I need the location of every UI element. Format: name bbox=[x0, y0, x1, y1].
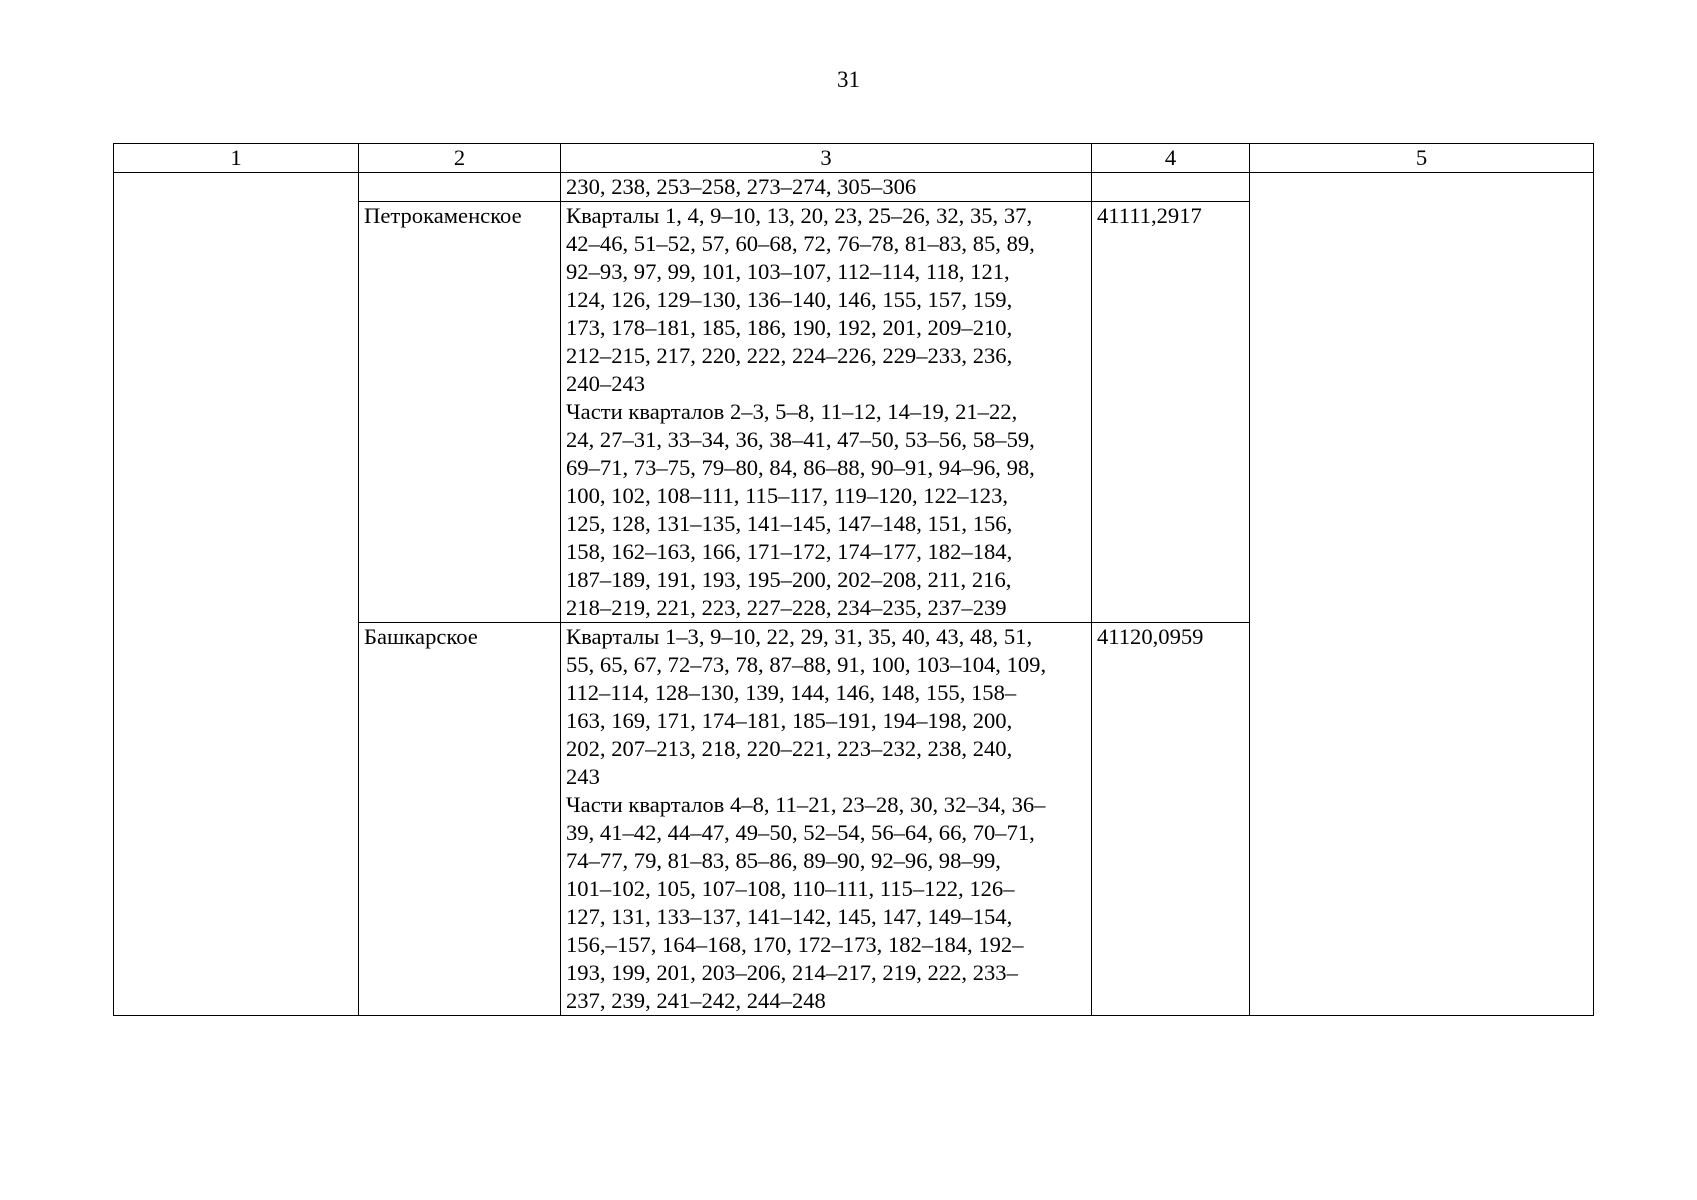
parts-line: 156,–157, 164–168, 170, 172–173, 182–184, 192– bbox=[566, 932, 1024, 957]
quarters-line: 173, 178–181, 185, 186, 190, 192, 201, 209–210, bbox=[566, 315, 1013, 340]
parts-line: 24, 27–31, 33–34, 36, 38–41, 47–50, 53–56, 58–59, bbox=[566, 427, 1035, 452]
parts-line: 237, 239, 241–242, 244–248 bbox=[566, 988, 826, 1013]
quarters-line: Кварталы 1, 4, 9–10, 13, 20, 23, 25–26, 32, 35, 37, bbox=[566, 203, 1033, 228]
parts-line: Части кварталов 2–3, 5–8, 11–12, 14–19, 21–22, bbox=[566, 399, 1018, 424]
header-cell-5: 5 bbox=[1250, 144, 1594, 173]
table-row bbox=[114, 173, 1594, 202]
parts-line: 125, 128, 131–135, 141–145, 147–148, 151, 156, bbox=[566, 511, 1013, 536]
parts-line: 127, 131, 133–137, 141–142, 145, 147, 149–154, bbox=[566, 904, 1013, 929]
parts-line: 193, 199, 201, 203–206, 214–217, 219, 222, 233– bbox=[566, 960, 1018, 985]
area-cell: 41120,0959 bbox=[1092, 623, 1250, 1016]
header-cell-3: 3 bbox=[561, 144, 1092, 173]
forestry-cell: Башкарское bbox=[359, 623, 561, 1016]
quarters-line: 240–243 bbox=[566, 371, 646, 396]
column-5-cell bbox=[1250, 173, 1594, 1016]
parts-line: 187–189, 191, 193, 195–200, 202–208, 211, 216, bbox=[566, 567, 1012, 592]
quarters-cell bbox=[561, 173, 1092, 202]
quarters-cell bbox=[561, 623, 1092, 1016]
quarters-line: 124, 126, 129–130, 136–140, 146, 155, 157, 159, bbox=[566, 287, 1013, 312]
quarters-line: 212–215, 217, 220, 222, 224–226, 229–233, 236, bbox=[566, 343, 1013, 368]
page-number: 31 bbox=[837, 67, 860, 92]
quarters-line: 55, 65, 67, 72–73, 78, 87–88, 91, 100, 103–104, 109, bbox=[566, 652, 1047, 677]
quarters-line: 202, 207–213, 218, 220–221, 223–232, 238, 240, bbox=[566, 736, 1013, 761]
column-1-cell bbox=[114, 173, 359, 1016]
header-row bbox=[114, 144, 1594, 173]
header-cell-2: 2 bbox=[359, 144, 561, 173]
forestry-cell: Петрокаменское bbox=[359, 202, 561, 623]
forestry-cell bbox=[359, 173, 561, 202]
parts-line: Части кварталов 4–8, 11–21, 23–28, 30, 32–34, 36– bbox=[566, 792, 1046, 817]
quarters-line: 112–114, 128–130, 139, 144, 146, 148, 155, 158– bbox=[566, 680, 1017, 705]
parts-line: 69–71, 73–75, 79–80, 84, 86–88, 90–91, 94–96, 98, bbox=[566, 455, 1035, 480]
header-cell-1: 1 bbox=[114, 144, 359, 173]
area-cell: 41111,2917 bbox=[1092, 202, 1250, 623]
parts-line: 100, 102, 108–111, 115–117, 119–120, 122–123, bbox=[566, 483, 1009, 508]
parts-line: 218–219, 221, 223, 227–228, 234–235, 237–239 bbox=[566, 595, 1007, 620]
forestry-table bbox=[113, 143, 1594, 1016]
parts-line: 101–102, 105, 107–108, 110–111, 115–122, 126– bbox=[566, 876, 1015, 901]
quarters-line: 163, 169, 171, 174–181, 185–191, 194–198, 200, bbox=[566, 708, 1013, 733]
quarters-cell bbox=[561, 202, 1092, 623]
quarters-line: Кварталы 1–3, 9–10, 22, 29, 31, 35, 40, 43, 48, 51, bbox=[566, 624, 1033, 649]
quarters-line: 92–93, 97, 99, 101, 103–107, 112–114, 118, 121, bbox=[566, 259, 1010, 284]
header-cell-4: 4 bbox=[1092, 144, 1250, 173]
parts-line: 74–77, 79, 81–83, 85–86, 89–90, 92–96, 98–99, bbox=[566, 848, 1001, 873]
parts-line: 158, 162–163, 166, 171–172, 174–177, 182–184, bbox=[566, 539, 1013, 564]
parts-line: 39, 41–42, 44–47, 49–50, 52–54, 56–64, 66, 70–71, bbox=[566, 820, 1035, 845]
quarters-line: 243 bbox=[566, 764, 600, 789]
quarters-line: 42–46, 51–52, 57, 60–68, 72, 76–78, 81–83, 85, 89, bbox=[566, 231, 1035, 256]
area-cell bbox=[1092, 173, 1250, 202]
quarters-line: 230, 238, 253–258, 273–274, 305–306 bbox=[566, 174, 917, 199]
